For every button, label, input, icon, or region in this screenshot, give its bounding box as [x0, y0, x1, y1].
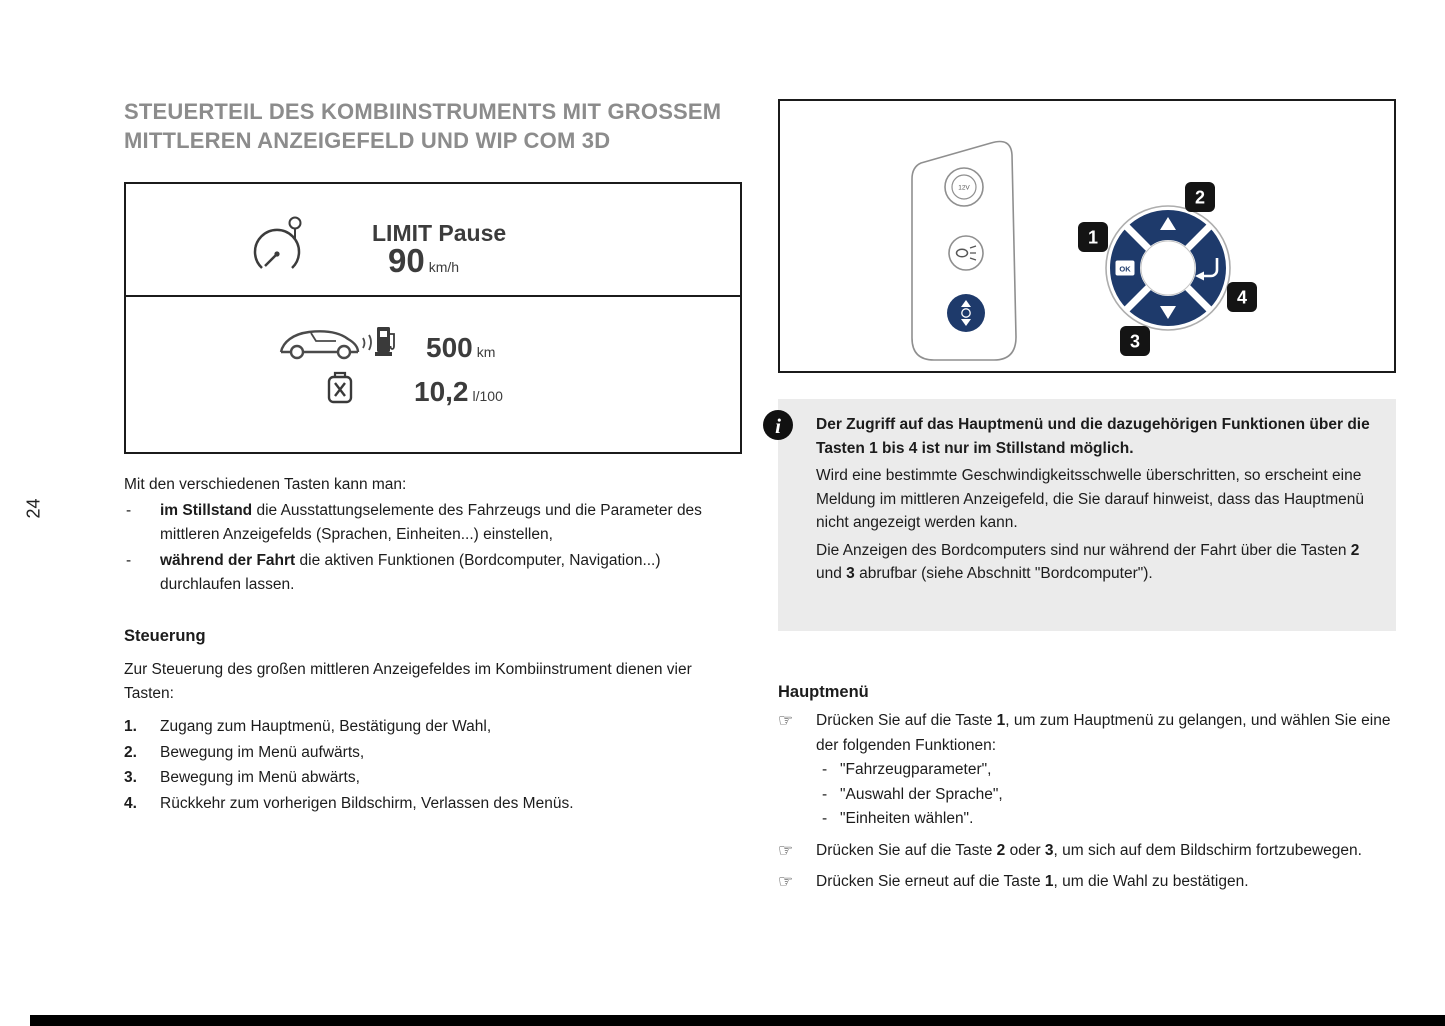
page-title	[124, 98, 742, 155]
option-text: "Fahrzeugparameter",	[840, 761, 992, 778]
item-text: Zugang zum Hauptmenü, Bestätigung der Wahl,	[160, 718, 492, 736]
scroll-button	[947, 294, 985, 332]
badge-2-label: 2	[1194, 187, 1206, 208]
info-icon	[762, 409, 794, 441]
instruction-text	[816, 839, 1396, 864]
page-number: 24	[23, 498, 44, 519]
dash-marker: -	[126, 552, 132, 570]
text-segment: , um sich auf dem Bildschirm fortzubewegen.	[1053, 841, 1362, 859]
title-line-2: MITTLEREN ANZEIGEFELD UND WIP COM 3D	[124, 127, 611, 153]
car-silhouette-icon	[278, 324, 374, 362]
info-box	[775, 399, 1396, 631]
text-segment: oder	[1005, 841, 1045, 859]
instruction-text	[816, 709, 1396, 832]
text-segment: die Ausstattungselemente des Fahrzeugs und die Parameter des mittleren Anzeigefelds (Sprachen, Einheiten...) einstellen,	[160, 502, 702, 544]
list-item-text	[160, 552, 661, 593]
range-number: 500	[426, 332, 473, 364]
dash-marker: -	[822, 785, 828, 803]
item-text: Bewegung im Menü aufwärts,	[160, 743, 365, 761]
bold-segment: 3	[1044, 841, 1054, 859]
pointing-hand-icon: ☞	[778, 711, 794, 730]
item-number: 4.	[124, 794, 137, 812]
text-segment: abrufbar (siehe Abschnitt "Bordcomputer").	[854, 565, 1153, 582]
control-pad	[1106, 206, 1230, 330]
text-segment: und	[816, 565, 847, 582]
text-segment: Drücken Sie erneut auf die Taste	[816, 873, 1045, 890]
list-item-text	[160, 502, 702, 543]
left-column	[124, 98, 742, 816]
speed-limiter-gauge-icon	[248, 214, 306, 282]
numbered-item-4	[124, 791, 742, 817]
control-stalk-figure	[778, 99, 1396, 373]
list-item-stillstand	[124, 499, 742, 547]
consumption-unit: l/100	[472, 388, 503, 405]
hauptmenu-heading: Hauptmenü	[778, 683, 869, 701]
dash-marker: -	[126, 502, 132, 520]
limit-speed-value	[388, 242, 459, 280]
speed-unit: km/h	[428, 259, 460, 276]
info-paragraph-2: Wird eine bestimmte Geschwindigkeitsschwelle überschritten, so erscheint eine Meldung im mittleren Anzeigefeld, die Sie darauf hinweist, dass das Hauptmenü nicht angezeigt werden kann.	[816, 467, 1364, 531]
instruction-item-3	[778, 870, 1396, 895]
menu-option-sprache	[816, 783, 1396, 808]
instruction-item-1	[778, 709, 1396, 832]
steuerung-intro: Zur Steuerung des großen mittleren Anzeigefeldes im Kombiinstrument dienen vier Tasten:	[124, 661, 692, 703]
bold-segment: 2	[1350, 541, 1360, 559]
text-segment: Die Anzeigen des Bordcomputers sind nur während der Fahrt über die Tasten	[816, 541, 1351, 559]
item-text: Bewegung im Menü abwärts,	[160, 769, 360, 787]
text-segment: Drücken Sie auf die Taste	[816, 841, 997, 859]
consumption-value	[414, 376, 503, 408]
dash-marker: -	[822, 761, 828, 778]
svg-text:i: i	[775, 414, 781, 438]
bold-segment: während der Fahrt	[160, 552, 296, 570]
item-number: 1.	[124, 718, 137, 736]
title-line-1: STEUERTEIL DES KOMBIINSTRUMENTS MIT GROSSEM	[124, 99, 722, 124]
menu-option-einheiten	[816, 807, 1396, 832]
instruction-text	[816, 870, 1396, 895]
limit-mode-label: LIMIT Pause	[372, 220, 507, 247]
text-segment: , um zum Hauptmenü zu gelangen, und wählen Sie eine der folgenden Funktionen:	[816, 712, 1391, 754]
pad-ok-label: OK	[1119, 264, 1131, 274]
badge-4-label: 4	[1236, 287, 1248, 308]
control-stalk-illustration	[780, 101, 1394, 371]
item-text: Rückkehr zum vorherigen Bildschirm, Verlassen des Menüs.	[160, 794, 574, 812]
menu-option-fahrzeugparameter	[816, 758, 1396, 783]
pointing-hand-icon: ☞	[778, 840, 794, 860]
badge-3-label: 3	[1129, 331, 1141, 352]
badge-1-label: 1	[1087, 227, 1099, 248]
steuerung-list	[124, 714, 742, 816]
item-number: 3.	[124, 769, 137, 787]
info-paragraph-1: Der Zugriff auf das Hauptmenü und die dazugehörigen Funktionen über die Tasten 1 bis 4 ist nur im Stillstand möglich.	[816, 416, 1370, 457]
fuel-pump-icon	[374, 322, 398, 358]
numbered-item-3	[124, 765, 742, 791]
bold-segment: 3	[846, 565, 855, 582]
option-text: "Auswahl der Sprache",	[840, 785, 1003, 803]
steuerung-heading: Steuerung	[124, 627, 206, 646]
text-segment: , um die Wahl zu bestätigen.	[1053, 873, 1249, 890]
range-value	[426, 332, 495, 364]
pad-ok-icon	[1116, 261, 1135, 276]
intro-text: Mit den verschiedenen Tasten kann man:	[124, 476, 407, 494]
dash-marker: -	[822, 810, 828, 827]
text-segment: die aktiven Funktionen (Bordcomputer, Navigation...) durchlaufen lassen.	[160, 552, 661, 594]
range-unit: km	[476, 344, 496, 361]
bold-segment: im Stillstand	[160, 502, 253, 520]
text-segment: Drücken Sie auf die Taste	[816, 712, 997, 729]
numbered-item-2	[124, 740, 742, 766]
right-column	[775, 99, 1396, 895]
bold-segment: 1	[996, 712, 1006, 729]
page-footer-bar	[30, 1015, 1445, 1026]
instruction-item-2	[778, 839, 1396, 864]
option-text: "Einheiten wählen".	[840, 810, 974, 827]
socket-label: 12V	[958, 184, 970, 192]
display-divider	[126, 295, 740, 297]
list-item-fahrt	[124, 549, 742, 597]
numbered-item-1	[124, 714, 742, 740]
bold-segment: 1	[1044, 873, 1054, 890]
consumption-number: 10,2	[414, 376, 469, 408]
pointing-hand-icon: ☞	[778, 872, 794, 891]
item-number: 2.	[124, 743, 137, 761]
info-paragraph-3	[816, 539, 1374, 586]
bold-segment: 2	[996, 841, 1006, 859]
instrument-display-figure	[124, 182, 742, 454]
speed-number: 90	[388, 242, 425, 280]
fuel-consumption-can-icon	[326, 370, 354, 406]
